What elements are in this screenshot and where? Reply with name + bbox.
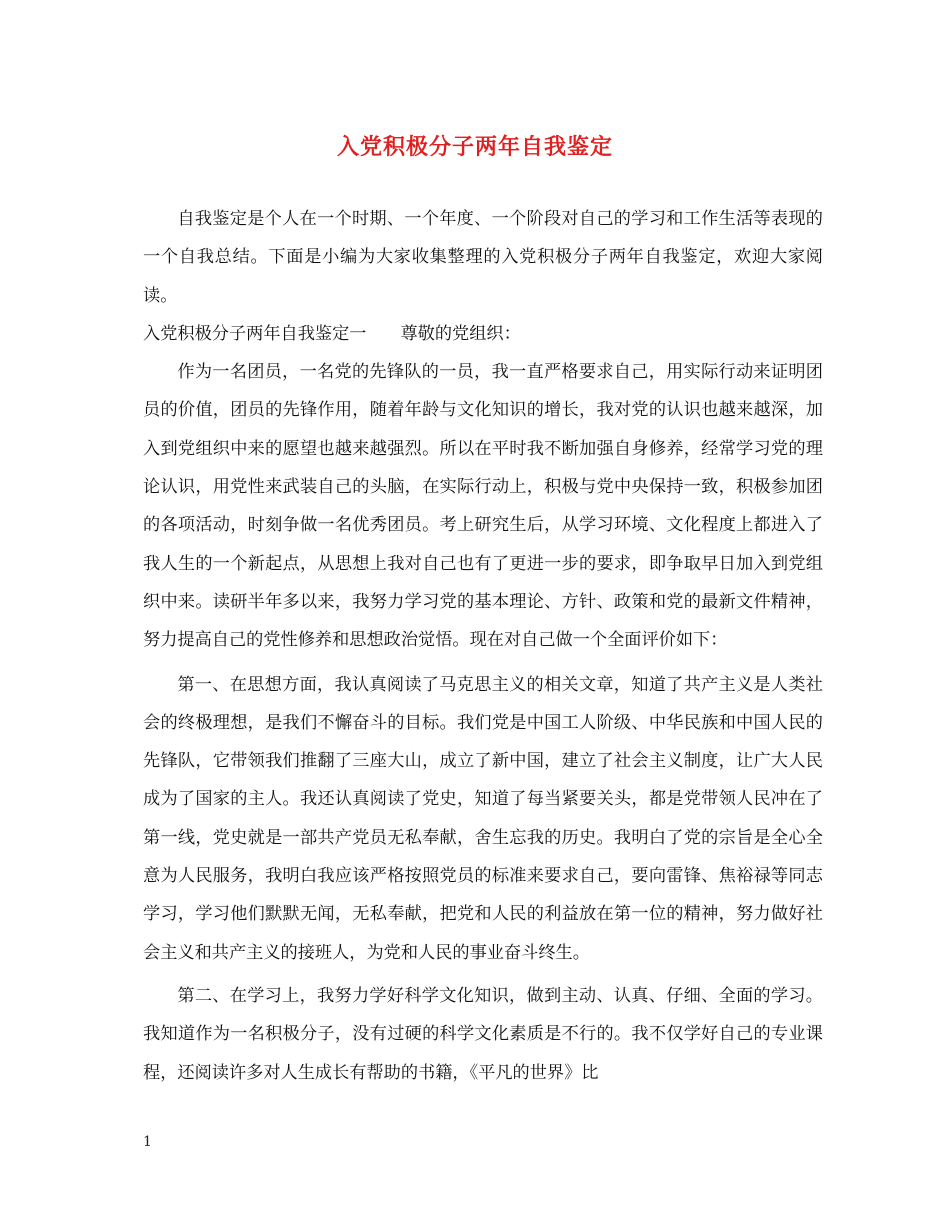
section-heading-line: [143, 315, 823, 353]
salutation: 尊敬的党组织：: [400, 323, 521, 344]
body-paragraph-1: 作为一名团员，一名党的先锋队的一员，我一直严格要求自己，用实际行动来证明团员的价值，团员的先锋作用，随着年龄与文化知识的增长，我对党的认识也越来越深，加入到党组织中来的愿望也越来越强烈。所以在平时我不断加强自身修养，经常学习党的理论认识，用党性来武装自己的头脑，在实际行动上，积极与党中央保持一致，积极参加团的各项活动，时刻争做一名优秀团员。考上研究生后，从学习环境、文化程度上都进入了我人生的一个新起点，从思想上我对自己也有了更进一步的要求，即争取早日加入到党组织中来。读研半年多以来，我努力学习党的基本理论、方针、政策和党的最新文件精神，努力提高自己的党性修养和思想政治觉悟。现在对自己做一个全面评价如下：: [143, 362, 823, 651]
page-number: 1: [143, 1134, 152, 1150]
document-body: [143, 200, 823, 1092]
document-title: 入党积极分子两年自我鉴定: [336, 134, 613, 160]
body-paragraph-3: 第二、在学习上，我努力学好科学文化知识，做到主动、认真、仔细、全面的学习。我知道作为一名积极分子，没有过硬的科学文化素质是不行的。我不仅学好自己的专业课程，还阅读许多对人生成长有帮助的书籍，《平凡的世界》比: [143, 985, 823, 1083]
body-paragraph-2: 第一、在思想方面，我认真阅读了马克思主义的相关文章，知道了共产主义是人类社会的终极理想，是我们不懈奋斗的目标。我们党是中国工人阶级、中华民族和中国人民的先锋队，它带领我们推翻了三座大山，成立了新中国，建立了社会主义制度，让广大人民成为了国家的主人。我还认真阅读了党史，知道了每当紧要关头，都是党带领人民冲在了第一线，党史就是一部共产党员无私奉献，舍生忘我的历史。我明白了党的宗旨是全心全意为人民服务，我明白我应该严格按照党员的标准来要求自己，要向雷锋、焦裕禄等同志学习，学习他们默默无闻，无私奉献，把党和人民的利益放在第一位的精神，努力做好社会主义和共产主义的接班人，为党和人民的事业奋斗终生。: [143, 674, 823, 963]
intro-paragraph: 自我鉴定是个人在一个时期、一个年度、一个阶段对自己的学习和工作生活等表现的一个自我总结。下面是小编为大家收集整理的入党积极分子两年自我鉴定，欢迎大家阅读。: [143, 209, 823, 306]
section-heading: 入党积极分子两年自我鉴定一: [143, 323, 367, 344]
